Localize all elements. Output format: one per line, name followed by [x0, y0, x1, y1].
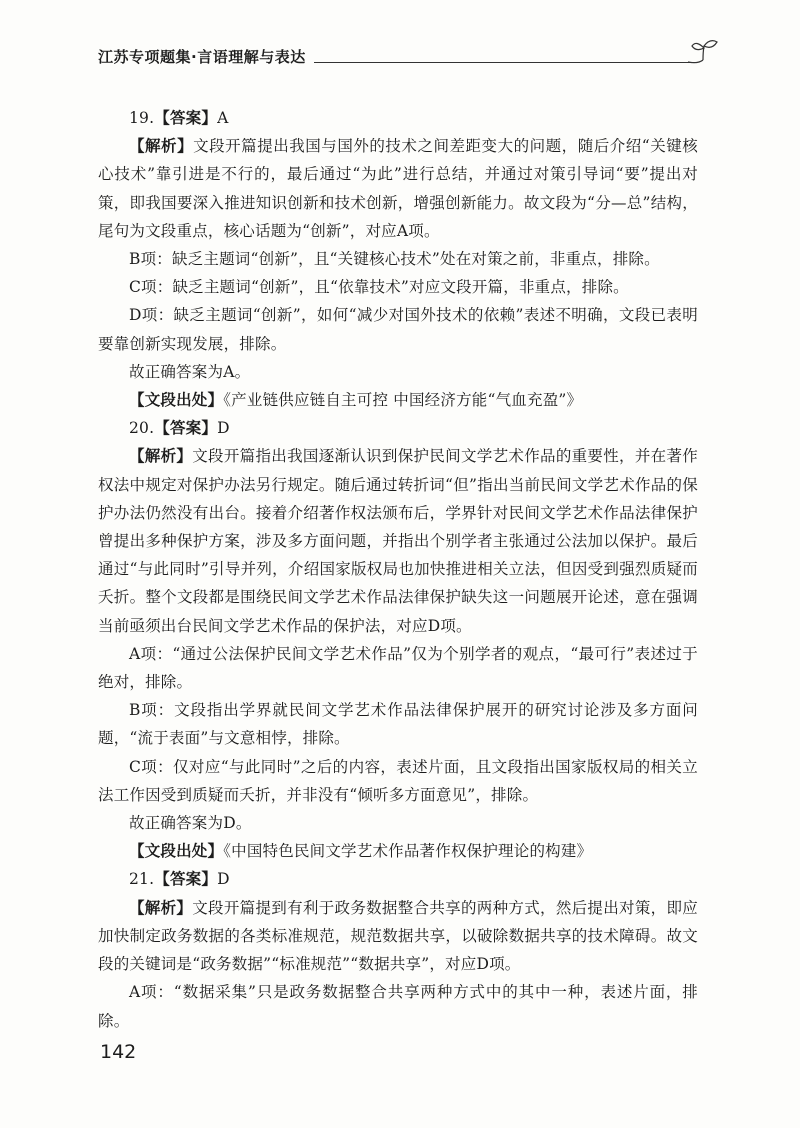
analysis-text: 文段开篇提到有利于政务数据整合共享的两种方式，然后提出对策，即应加快制定政务数据的各类标准规范，规范数据共享，以破除数据共享的技术障碍。故文段的关键词是“政务数据”“标准规范”“数据共享”，对应D项。 [98, 898, 698, 974]
answer-label: 【答案】 [154, 419, 218, 438]
answer-line-20 [98, 414, 698, 442]
page-header [98, 44, 720, 72]
source-text: 《中国特色民间文学艺术作品著作权保护理论的构建》 [223, 842, 593, 861]
conclusion: 故正确答案为A。 [129, 362, 251, 381]
question-number: 20. [129, 419, 155, 438]
answer-value: D [217, 870, 230, 889]
option-explanation: C项：缺乏主题词“创新”，且“依靠技术”对应文段开篇，非重点，排除。 [129, 278, 629, 297]
source-text: 《产业链供应链自主可控 中国经济方能“气血充盈”》 [223, 391, 583, 410]
option-explanation: B项：文段指出学界就民间文学艺术作品法律保护展开的研究讨论涉及多方面问题，“流于表面”与文意相悖，排除。 [98, 701, 698, 748]
answer-value: D [217, 419, 230, 438]
option-explanation: A项：“通过公法保护民间文学艺术作品”仅为个别学者的观点，“最可行”表述过于绝对，排除。 [98, 644, 698, 692]
analysis-label: 【解析】 [129, 447, 193, 466]
source-line-19 [98, 386, 698, 414]
answer-value: A [217, 109, 229, 127]
answer-line-21 [98, 865, 698, 893]
sprout-icon [686, 38, 720, 68]
answer-content [98, 104, 698, 1035]
page-number: 142 [100, 1041, 137, 1063]
analysis-paragraph-20 [98, 442, 698, 639]
header-title: 江苏专项题集·言语理解与表达 [98, 48, 306, 66]
analysis-text: 文段开篇指出我国逐渐认识到保护民间文学艺术作品的重要性，并在著作权法中规定对保护办法另行规定。随后通过转折词“但”指出当前民间文学艺术作品的保护办法仍然没有出台。接着介绍著作权法颁布后，学界针对民间文学艺术作品法律保护曾提出多种保护方案，涉及多方面问题，并指出个别学者主张通过公法加以保护。最后通过“与此同时”引导并列，介绍国家版权局也加快推进相关立法，但因受到强烈质疑而夭折。整个文段都是围绕民间文学艺术作品法律保护缺失这一问题展开论述，意在强调当前亟须出台民间文学艺术作品的保护法，对应D项。 [98, 447, 698, 635]
analysis-text: 文段开篇提出我国与国外的技术之间差距变大的问题，随后介绍“关键核心技术”靠引进是不行的，最后通过“为此”进行总结，并通过对策引导词“要”提出对策，即我国要深入推进知识创新和技术创新，增强创新能力。故文段为“分—总”结构，尾句为文段重点，核心话题为“创新”，对应A项。 [98, 137, 698, 240]
analysis-label: 【解析】 [129, 898, 193, 917]
option-explanation: B项：缺乏主题词“创新”，且“关键核心技术”处在对策之前，非重点，排除。 [129, 250, 660, 269]
option-explanation: A项：“数据采集”只是政务数据整合共享两种方式中的其中一种，表述片面，排除。 [98, 983, 698, 1030]
source-label: 【文段出处】 [129, 391, 224, 410]
analysis-paragraph-19 [98, 132, 698, 245]
header-rule [314, 62, 696, 63]
question-number: 19. [129, 109, 155, 127]
conclusion: 故正确答案为D。 [129, 814, 252, 833]
option-explanation: D项：缺乏主题词“创新”，如何“减少对国外技术的依赖”表述不明确，文段已表明要靠创新实现发展，排除。 [98, 306, 698, 353]
answer-label: 【答案】 [154, 870, 218, 889]
analysis-paragraph-21 [98, 894, 698, 979]
question-number: 21. [129, 870, 155, 889]
source-label: 【文段出处】 [129, 842, 224, 861]
analysis-label: 【解析】 [129, 137, 194, 156]
option-explanation: C项：仅对应“与此同时”之后的内容，表述片面，且文段指出国家版权局的相关立法工作因受到质疑而夭折，并非没有“倾听多方面意见”，排除。 [98, 757, 698, 804]
answer-line-19 [98, 104, 698, 132]
answer-label: 【答案】 [154, 109, 218, 127]
source-line-20 [98, 837, 698, 865]
